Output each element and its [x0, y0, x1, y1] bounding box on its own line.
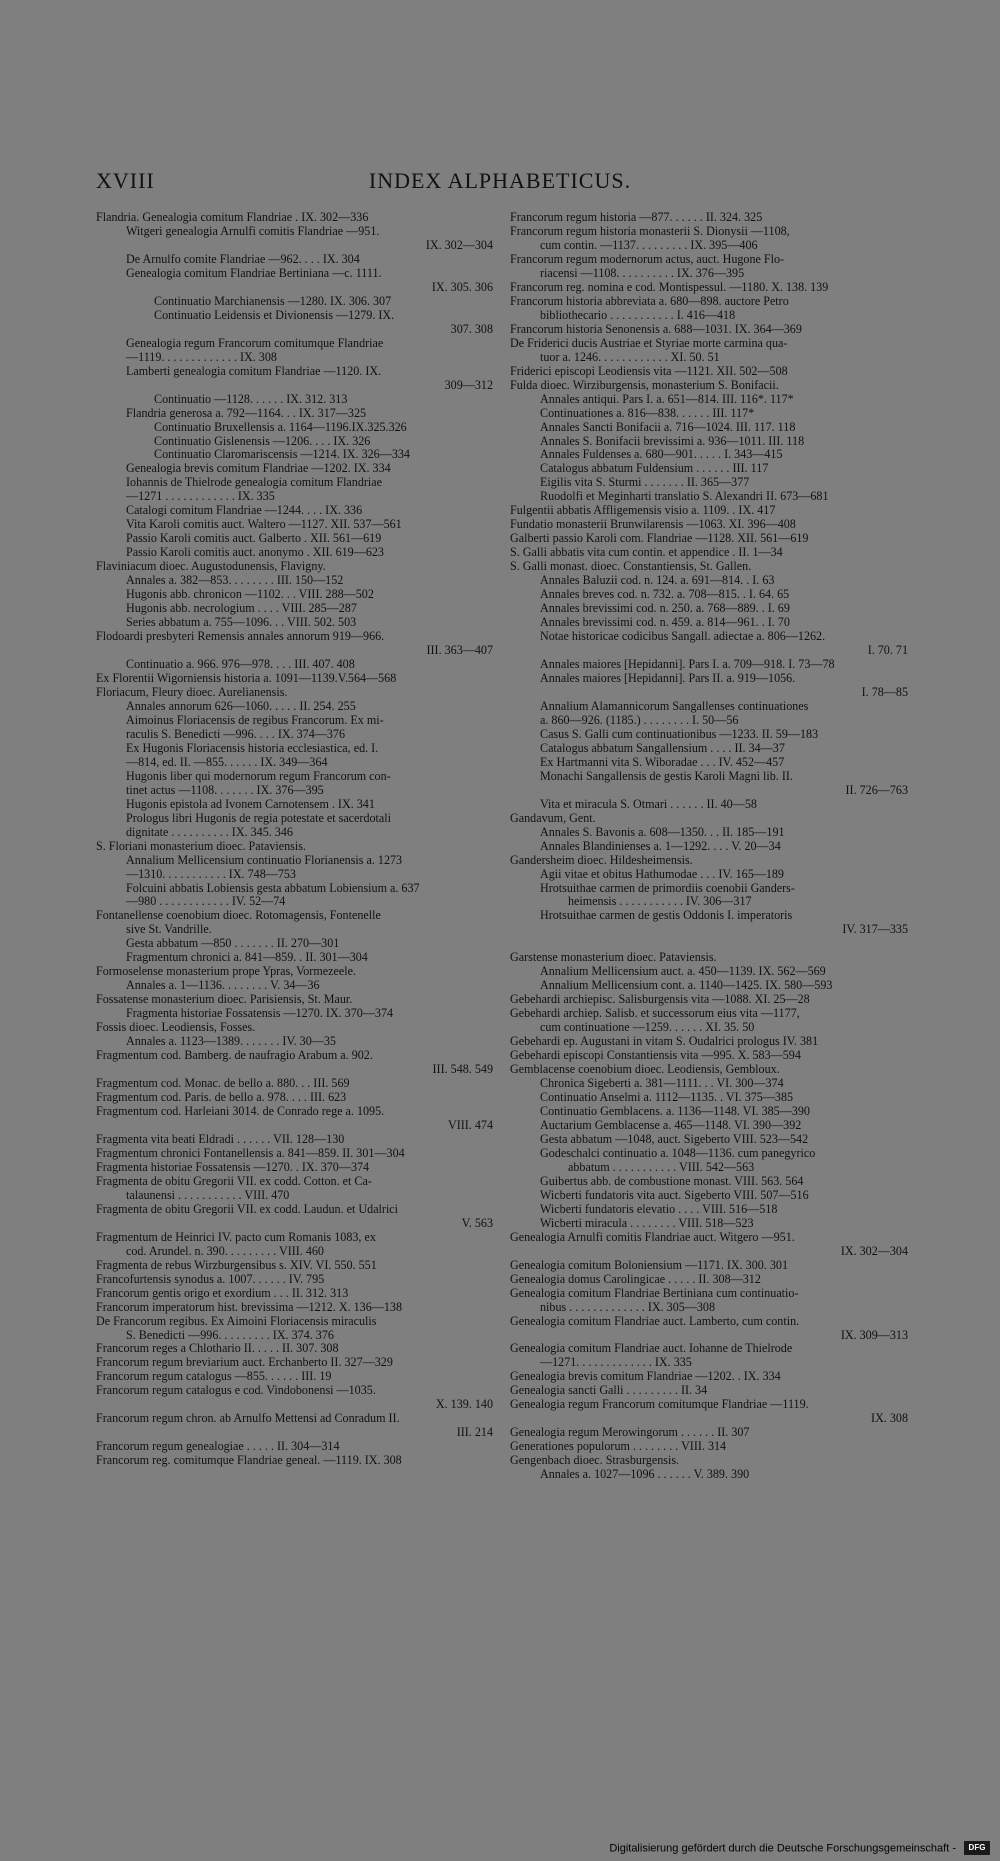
index-entry-line: Fragmentum cod. Harleiani 3014. de Conrado rege a. 1095.	[96, 1105, 385, 1118]
index-entry-line: cum contin. —1137. . . . . . . . . IX. 395—406	[540, 238, 758, 252]
index-entry-line: 309—312	[444, 378, 493, 392]
index-entry-line: De Arnulfo comite Flandriae —962. . . . IX. 304	[126, 252, 360, 266]
index-entry-line: Guibertus abb. de combustione monast. VIII. 563. 564	[540, 1174, 804, 1188]
index-entry-line: Catalogus abbatum Fuldensium . . . . . . III. 117	[540, 462, 769, 476]
page-number: XVIII	[96, 168, 155, 193]
index-entry-line: Passio Karoli comitis auct. Galberto . XII. 561—619	[126, 532, 382, 546]
index-entry-line: Gebehardi archiep. Salisb. et successorum eius vita —1177,	[510, 1007, 800, 1021]
index-entry-line: I. 78—85	[861, 685, 908, 699]
index-entry-line: —1271. . . . . . . . . . . . . IX. 335	[540, 1356, 692, 1370]
index-entry-line: Annales maiores [Hepidanni]. Pars I. a. 709—918. I. 73—78	[540, 658, 835, 671]
index-entry-line: Genealogia comitum Flandriae auct. Lamberto, cum contin.	[510, 1314, 800, 1328]
index-entry-line: Wicberti fundatoris elevatio . . . . VIII. 516—518	[540, 1202, 778, 1216]
index-entry-line: Fragmenta historiae Fossatensis —1270. . IX. 370—374	[96, 1160, 370, 1174]
index-entry-line: Galberti passio Karoli com. Flandriae —1128. XII. 561—619	[510, 532, 809, 546]
index-entry-line: Annales Fuldenses a. 680—901. . . . . I. 343—415	[540, 448, 783, 462]
index-entry-line: III. 214	[456, 1426, 493, 1440]
index-entry-line: Flodoardi presbyteri Remensis annales annorum 919—966.	[96, 630, 385, 644]
index-entry-line: Genealogia comitum Flandriae Bertiniana cum continuatio-	[510, 1286, 799, 1300]
index-entry-line: I. 70. 71	[867, 644, 908, 658]
index-entry-line: Chronica Sigeberti a. 381—1111. . . VI. 300—374	[540, 1077, 784, 1091]
index-entry-line: IX. 305. 306	[431, 280, 493, 294]
index-entry-line: Annales maiores [Hepidanni]. Pars II. a. 919—1056.	[540, 671, 796, 685]
footer-text: Digitalisierung gefördert durch die Deutsche Forschungsgemeinschaft -	[609, 1842, 956, 1855]
index-entry-line: IX. 309—313	[840, 1328, 908, 1342]
index-entry-line: raculis S. Benedicti —996. . . . IX. 374—376	[126, 727, 346, 741]
index-entry-line: Godeschalci continuatio a. 1048—1136. cum panegyrico	[540, 1146, 816, 1160]
index-entry-line: heimensis . . . . . . . . . . . IV. 306—317	[568, 895, 752, 909]
index-entry-line: Francorum regum modernorum actus, auct. Hugone Flo-	[510, 252, 785, 266]
index-entry-line: De Friderici ducis Austriae et Styriae morte carmina qua-	[510, 336, 788, 350]
index-entry-line: Francorum imperatorum hist. brevissima —1212. X. 136—138	[96, 1300, 402, 1314]
index-entry-line: Series abbatum a. 755—1096. . . VIII. 502. 503	[126, 616, 357, 630]
index-entry-line: Continuationes a. 816—838. . . . . . III. 117*	[540, 406, 755, 420]
index-entry-line: Francorum regum chron. ab Arnulfo Mettensi ad Conradum II.	[96, 1412, 400, 1426]
index-entry-line: Annales Baluzii cod. n. 124. a. 691—814. . I. 63	[540, 574, 775, 588]
index-entry-line: Fragmentum cod. Bamberg. de naufragio Arabum a. 902.	[96, 1049, 373, 1063]
index-entry-line: Annalium Alamannicorum Sangallenses continuationes	[540, 699, 809, 713]
index-entry-line: Francorum reges a Chlothario II. . . . . II. 307. 308	[96, 1342, 339, 1356]
index-entry-line: Formoselense monasterium prope Ypras, Vormezeele.	[96, 965, 356, 979]
index-entry-line: Ruodolfi et Meginharti translatio S. Alexandri II. 673—681	[540, 490, 829, 504]
index-entry-line: VIII. 474	[447, 1118, 493, 1132]
index-entry-line: Fontanellense coenobium dioec. Rotomagensis, Fontenelle	[96, 909, 381, 923]
index-entry-line: Fulgentii abbatis Affligemensis visio a. 1109. . IX. 417	[510, 504, 776, 518]
index-entry-line: Ex Hugonis Floriacensis historia ecclesiastica, ed. I.	[126, 741, 379, 755]
index-entry-line: Gengenbach dioec. Strasburgensis.	[510, 1454, 680, 1468]
index-entry-line: Hugonis liber qui modernorum regum Francorum con-	[126, 769, 391, 783]
index-entry-line: IX. 308	[871, 1412, 908, 1426]
index-entry-line: III. 548. 549	[432, 1063, 493, 1077]
index-entry-line: Aimoinus Floriacensis de regibus Francorum. Ex mi-	[126, 713, 384, 727]
index-entry-line: Continuatio Marchianensis —1280. IX. 306. 307	[154, 294, 392, 308]
index-entry-line: Flaviniacum dioec. Augustodunensis, Flavigny.	[96, 560, 326, 574]
index-entry-line: Continuatio Anselmi a. 1112—1135. . VI. 375—385	[540, 1091, 794, 1105]
index-entry-line: Continuatio a. 966. 976—978. . . . III. 407. 408	[126, 658, 355, 671]
index-entry-line: S. Benedicti —996. . . . . . . . . IX. 374. 376	[126, 1328, 334, 1342]
index-entry-line: Catalogus abbatum Sangallensium . . . . II. 34—37	[540, 741, 785, 755]
index-entry-line: Casus S. Galli cum continuationibus —1233. II. 59—183	[540, 727, 819, 741]
index-entry-line: Genealogia sancti Galli . . . . . . . . . II. 34	[510, 1384, 708, 1398]
index-entry-line: Francorum gentis origo et exordium . . . II. 312. 313	[96, 1286, 349, 1300]
index-entry-line: Fossatense monasterium dioec. Parisiensis, St. Maur.	[96, 993, 353, 1007]
index-entry-line: II. 726—763	[845, 783, 908, 797]
index-entry-line: Iohannis de Thielrode genealogia comitum Flandriae	[126, 476, 383, 490]
index-entry-line: IX. 302—304	[840, 1244, 908, 1258]
index-entry-line: Witgeri genealogia Arnulfi comitis Flandriae —951.	[126, 224, 380, 238]
index-entry-line: —814, ed. II. —855. . . . . . IX. 349—364	[126, 755, 328, 769]
index-entry-line: tinet actus —1108. . . . . . . IX. 376—395	[126, 783, 324, 797]
index-entry-line: Hugonis epistola ad Ivonem Carnotensem . IX. 341	[126, 797, 375, 811]
page-header	[96, 168, 904, 198]
index-entry-line: Wicberti miracula . . . . . . . . VIII. 518—523	[540, 1216, 754, 1230]
index-entry-line: Hrotsuithae carmen de gestis Oddonis I. imperatoris	[540, 909, 793, 923]
index-entry-line: Genealogia domus Carolingicae . . . . . II. 308—312	[510, 1272, 761, 1286]
index-entry-line: Gebehardi ep. Augustani in vitam S. Oudalrici prologus IV. 381	[510, 1035, 819, 1049]
index-entry-line: Continuatio Leidensis et Divionensis —1279. IX.	[154, 308, 395, 322]
index-entry-line: Gemblacense coenobium dioec. Leodiensis, Gembloux.	[510, 1063, 780, 1077]
index-entry-line	[510, 937, 908, 951]
index-entry-line: sive St. Vandrille.	[126, 923, 212, 937]
index-entry-line: Gebehardi episcopi Constantiensis vita —995. X. 583—594	[510, 1049, 801, 1063]
index-entry-line: Annales a. 1027—1096 . . . . . . V. 389. 390	[540, 1468, 750, 1482]
right-column	[510, 211, 908, 1661]
dfg-logo-icon: DFG	[964, 1841, 990, 1855]
index-entry-line: bibliothecario . . . . . . . . . . . I. 416—418	[540, 308, 736, 322]
index-entry-line: Genealogia brevis comitum Flandriae —1202. . IX. 334	[510, 1370, 781, 1384]
index-entry-line: Hugonis abb. chronicon —1102. . . VIII. 288—502	[126, 588, 374, 602]
index-entry-line: Continuatio Gislenensis —1206. . . . IX. 326	[154, 434, 371, 448]
index-entry-line: Annales a. 1123—1389. . . . . . . IV. 30—35	[126, 1035, 336, 1049]
index-entry-line: Generationes populorum . . . . . . . . VIII. 314	[510, 1440, 727, 1454]
index-entry-line: dignitate . . . . . . . . . . IX. 345. 346	[126, 825, 293, 839]
index-entry-line: Fragmentum de Heinrici IV. pacto cum Romanis 1083, ex	[96, 1230, 376, 1244]
index-entry-line: —1119. . . . . . . . . . . . . IX. 308	[126, 350, 277, 364]
index-entry-line: Hrotsuithae carmen de primordiis coenobii Ganders-	[540, 881, 795, 895]
index-entry-line: Fossis dioec. Leodiensis, Fosses.	[96, 1021, 256, 1035]
index-entry-line: Francorum historia abbreviata a. 680—898. auctore Petro	[510, 294, 789, 308]
index-entry-line: Annales brevissimi cod. n. 459. a. 814—961. . I. 70	[540, 616, 790, 630]
index-entry-line: Annales brevissimi cod. n. 250. a. 768—889. . I. 69	[540, 602, 790, 616]
index-entry-line: Folcuini abbatis Lobiensis gesta abbatum Lobiensium a. 637	[126, 881, 420, 895]
index-entry-line: Annales antiqui. Pars I. a. 651—814. III. 116*. 117*	[540, 392, 794, 406]
index-entry-line: —1310. . . . . . . . . . . IX. 748—753	[126, 867, 296, 881]
index-entry-line: Francorum reg. nomina e cod. Montispessul. —1180. X. 138. 139	[510, 280, 829, 294]
index-entry-line: Vita et miracula S. Otmari . . . . . . II. 40—58	[540, 797, 757, 811]
index-entry-line: Genealogia brevis comitum Flandriae —1202. IX. 334	[126, 462, 391, 476]
index-entry-line: Annales a. 1—1136. . . . . . . . V. 34—36	[126, 979, 320, 993]
index-entry-line: Fundatio monasterii Brunwilarensis —1063. XI. 396—408	[510, 518, 796, 532]
index-entry-line: Genealogia regum Merowingorum . . . . . . II. 307	[510, 1426, 750, 1440]
index-entry-line: Fragmentum cod. Monac. de bello a. 880. . . III. 569	[96, 1077, 350, 1091]
index-entry-line: Garstense monasterium dioec. Pataviensis.	[510, 951, 717, 965]
left-column	[96, 211, 493, 1661]
index-entry-line: Annalium Mellicensium continuatio Florianensis a. 1273	[126, 853, 403, 867]
index-entry-line: talaunensi . . . . . . . . . . . VIII. 470	[126, 1188, 290, 1202]
index-entry-line: Fragmentum chronici Fontanellensis a. 841—859. II. 301—304	[96, 1146, 405, 1160]
index-entry-line: Genealogia Arnulfi comitis Flandriae auct. Witgero —951.	[510, 1230, 795, 1244]
index-entry-line: Francorum regum breviarium auct. Erchanberto II. 327—329	[96, 1356, 393, 1370]
footer-credit	[609, 1839, 990, 1857]
index-entry-line: Genealogia comitum Boloniensium —1171. IX. 300. 301	[510, 1258, 789, 1272]
index-entry-line: Flandria. Genealogia comitum Flandriae . IX. 302—336	[96, 211, 369, 224]
index-entry-line: Gesta abbatum —850 . . . . . . . II. 270—301	[126, 937, 340, 951]
index-entry-line: S. Galli monast. dioec. Constantiensis, St. Gallen.	[510, 560, 752, 574]
index-entry-line: Prologus libri Hugonis de regia potestate et sacerdotali	[126, 811, 391, 825]
index-entry-line: IV. 317—335	[842, 923, 908, 937]
index-entry-line: Fulda dioec. Wirziburgensis, monasterium S. Bonifacii.	[510, 378, 779, 392]
index-entry-line: Ex Hartmanni vita S. Wiboradae . . . IV. 452—457	[540, 755, 785, 769]
index-entry-line: Fragmenta de obitu Gregorii VII. ex codd. Cotton. et Ca-	[96, 1174, 372, 1188]
index-entry-line: Fragmentum cod. Paris. de bello a. 978. . . . III. 623	[96, 1091, 347, 1105]
index-entry-line: Annales annorum 626—1060. . . . . II. 254. 255	[126, 699, 356, 713]
index-entry-line: Continuatio Bruxellensis a. 1164—1196.IX.325.326	[154, 420, 407, 434]
index-entry-line: De Francorum regibus. Ex Aimoini Floriacensis miraculis	[96, 1314, 377, 1328]
index-entry-line: Hugonis abb. necrologium . . . . VIII. 285—287	[126, 602, 357, 616]
index-entry-line: Catalogi comitum Flandriae —1244. . . . IX. 336	[126, 504, 363, 518]
index-entry-line: Friderici episcopi Leodiensis vita —1121. XII. 502—508	[510, 364, 788, 378]
index-entry-line: cum continuatione —1259. . . . . . XI. 35. 50	[540, 1021, 755, 1035]
index-entry-line: Floriacum, Fleury dioec. Aurelianensis.	[96, 685, 288, 699]
index-entry-line: Continuatio —1128. . . . . . IX. 312. 313	[154, 392, 348, 406]
index-entry-line: Genealogia regum Francorum comitumque Flandriae —1119.	[510, 1398, 809, 1412]
index-entry-line: Monachi Sangallensis de gestis Karoli Magni lib. II.	[540, 769, 793, 783]
index-entry-line: Annalium Mellicensium auct. a. 450—1139. IX. 562—569	[540, 965, 826, 979]
running-title: INDEX ALPHABETICUS.	[368, 168, 632, 193]
index-entry-line: Francorum historia Senonensis a. 688—1031. IX. 364—369	[510, 322, 802, 336]
index-entry-line: —1271 . . . . . . . . . . . . IX. 335	[126, 490, 275, 504]
index-entry-line: Annales breves cod. n. 732. a. 708—815. . I. 64. 65	[540, 588, 790, 602]
index-entry-line: Fragmenta de obitu Gregorii VII. ex codd. Laudun. et Udalrici	[96, 1202, 399, 1216]
index-entry-line: a. 860—926. (1185.) . . . . . . . . I. 50—56	[540, 713, 739, 727]
index-entry-line: Gandersheim dioec. Hildesheimensis.	[510, 853, 693, 867]
index-entry-line: Gesta abbatum —1048, auct. Sigeberto VIII. 523—542	[540, 1132, 809, 1146]
index-entry-line: Genealogia comitum Flandriae Bertiniana —c. 1111.	[126, 266, 382, 280]
index-entry-line: Francorum regum historia —877. . . . . . II. 324. 325	[510, 211, 763, 224]
index-entry-line: Annales S. Bonifacii brevissimi a. 936—1011. III. 118	[540, 434, 805, 448]
index-entry-line: riacensi —1108. . . . . . . . . . IX. 376—395	[540, 266, 745, 280]
index-entry-line: Genealogia regum Francorum comitumque Flandriae	[126, 336, 384, 350]
index-entry-line: S. Floriani monasterium dioec. Pataviensis.	[96, 839, 306, 853]
index-entry-line: Passio Karoli comitis auct. anonymo . XII. 619—623	[126, 546, 384, 560]
index-entry-line: Fragmentum chronici a. 841—859. . II. 301—304	[126, 951, 368, 965]
index-entry-line: Francorum regum historia monasterii S. Dionysii —1108,	[510, 224, 790, 238]
index-entry-line: Notae historicae codicibus Sangall. adiectae a. 806—1262.	[540, 630, 826, 644]
index-entry-line: Annales a. 382—853. . . . . . . . III. 150—152	[126, 574, 344, 588]
index-entry-line: IX. 302—304	[425, 238, 493, 252]
index-entry-line: Continuatio Gemblacens. a. 1136—1148. VI. 385—390	[540, 1105, 810, 1118]
index-entry-line: III. 363—407	[426, 644, 493, 658]
index-entry-line: Gebehardi archiepisc. Salisburgensis vita —1088. XI. 25—28	[510, 993, 810, 1007]
index-entry-line: Francorum reg. comitumque Flandriae geneal. —1119. IX. 308	[96, 1454, 402, 1468]
index-entry-line: Annalium Mellicensium cont. a. 1140—1425. IX. 580—593	[540, 979, 833, 993]
index-entry-line: Agii vitae et obitus Hathumodae . . . IV. 165—189	[540, 867, 784, 881]
index-entry-line: Wicberti fundatoris vita auct. Sigeberto VIII. 507—516	[540, 1188, 809, 1202]
index-entry-line: Genealogia comitum Flandriae auct. Iohanne de Thielrode	[510, 1342, 793, 1356]
index-entry-line: Fragmenta historiae Fossatensis —1270. IX. 370—374	[126, 1007, 394, 1021]
index-entry-line: cod. Arundel. n. 390. . . . . . . . . VIII. 460	[126, 1244, 324, 1258]
index-entry-line: nibus . . . . . . . . . . . . . IX. 305—308	[540, 1300, 716, 1314]
index-entry-line: Annales S. Bavonis a. 608—1350. . . II. 185—191	[540, 825, 785, 839]
index-entry-line: Lamberti genealogia comitum Flandriae —1120. IX.	[126, 364, 382, 378]
index-entry-line: Francorum regum genealogiae . . . . . II. 304—314	[96, 1440, 340, 1454]
index-entry-line: abbatum . . . . . . . . . . . VIII. 542—563	[568, 1160, 755, 1174]
index-entry-line: tuor a. 1246. . . . . . . . . . . . XI. 50. 51	[540, 350, 720, 364]
index-entry-line: Auctarium Gemblacense a. 465—1148. VI. 390—392	[540, 1118, 802, 1132]
index-entry-line: Francofurtensis synodus a. 1007. . . . . . IV. 795	[96, 1272, 325, 1286]
index-entry-line: Annales Blandinienses a. 1—1292. . . . V. 20—34	[540, 839, 781, 853]
index-entry-line: 307. 308	[450, 322, 493, 336]
index-entry-line: Flandria generosa a. 792—1164. . . IX. 317—325	[126, 406, 367, 420]
index-entry-line: Gandavum, Gent.	[510, 811, 596, 825]
index-entry-line: Vita Karoli comitis auct. Waltero —1127. XII. 537—561	[126, 518, 402, 532]
index-entry-line: Continuatio Claromariscensis —1214. IX. 326—334	[154, 448, 410, 462]
index-entry-line: Eigilis vita S. Sturmi . . . . . . . II. 365—377	[540, 476, 750, 490]
index-entry-line: Francorum regum catalogus e cod. Vindobonensi —1035.	[96, 1384, 376, 1398]
index-entry-line: —980 . . . . . . . . . . . . IV. 52—74	[126, 895, 286, 909]
index-entry-line: Ex Florentii Wigorniensis historia a. 1091—1139.V.564—568	[96, 671, 397, 685]
index-entry-line: Annales Sancti Bonifacii a. 716—1024. III. 117. 118	[540, 420, 796, 434]
index-entry-line: Francorum regum catalogus —855. . . . . . III. 19	[96, 1370, 332, 1384]
index-entry-line: X. 139. 140	[435, 1398, 493, 1412]
index-entry-line: V. 563	[461, 1216, 493, 1230]
index-entry-line: Fragmenta de rebus Wirzburgensibus s. XIV. VI. 550. 551	[96, 1258, 377, 1272]
index-entry-line: Fragmenta vita beati Eldradi . . . . . . VII. 128—130	[96, 1132, 345, 1146]
index-entry-line: S. Galli abbatis vita cum contin. et appendice . II. 1—34	[510, 546, 783, 560]
